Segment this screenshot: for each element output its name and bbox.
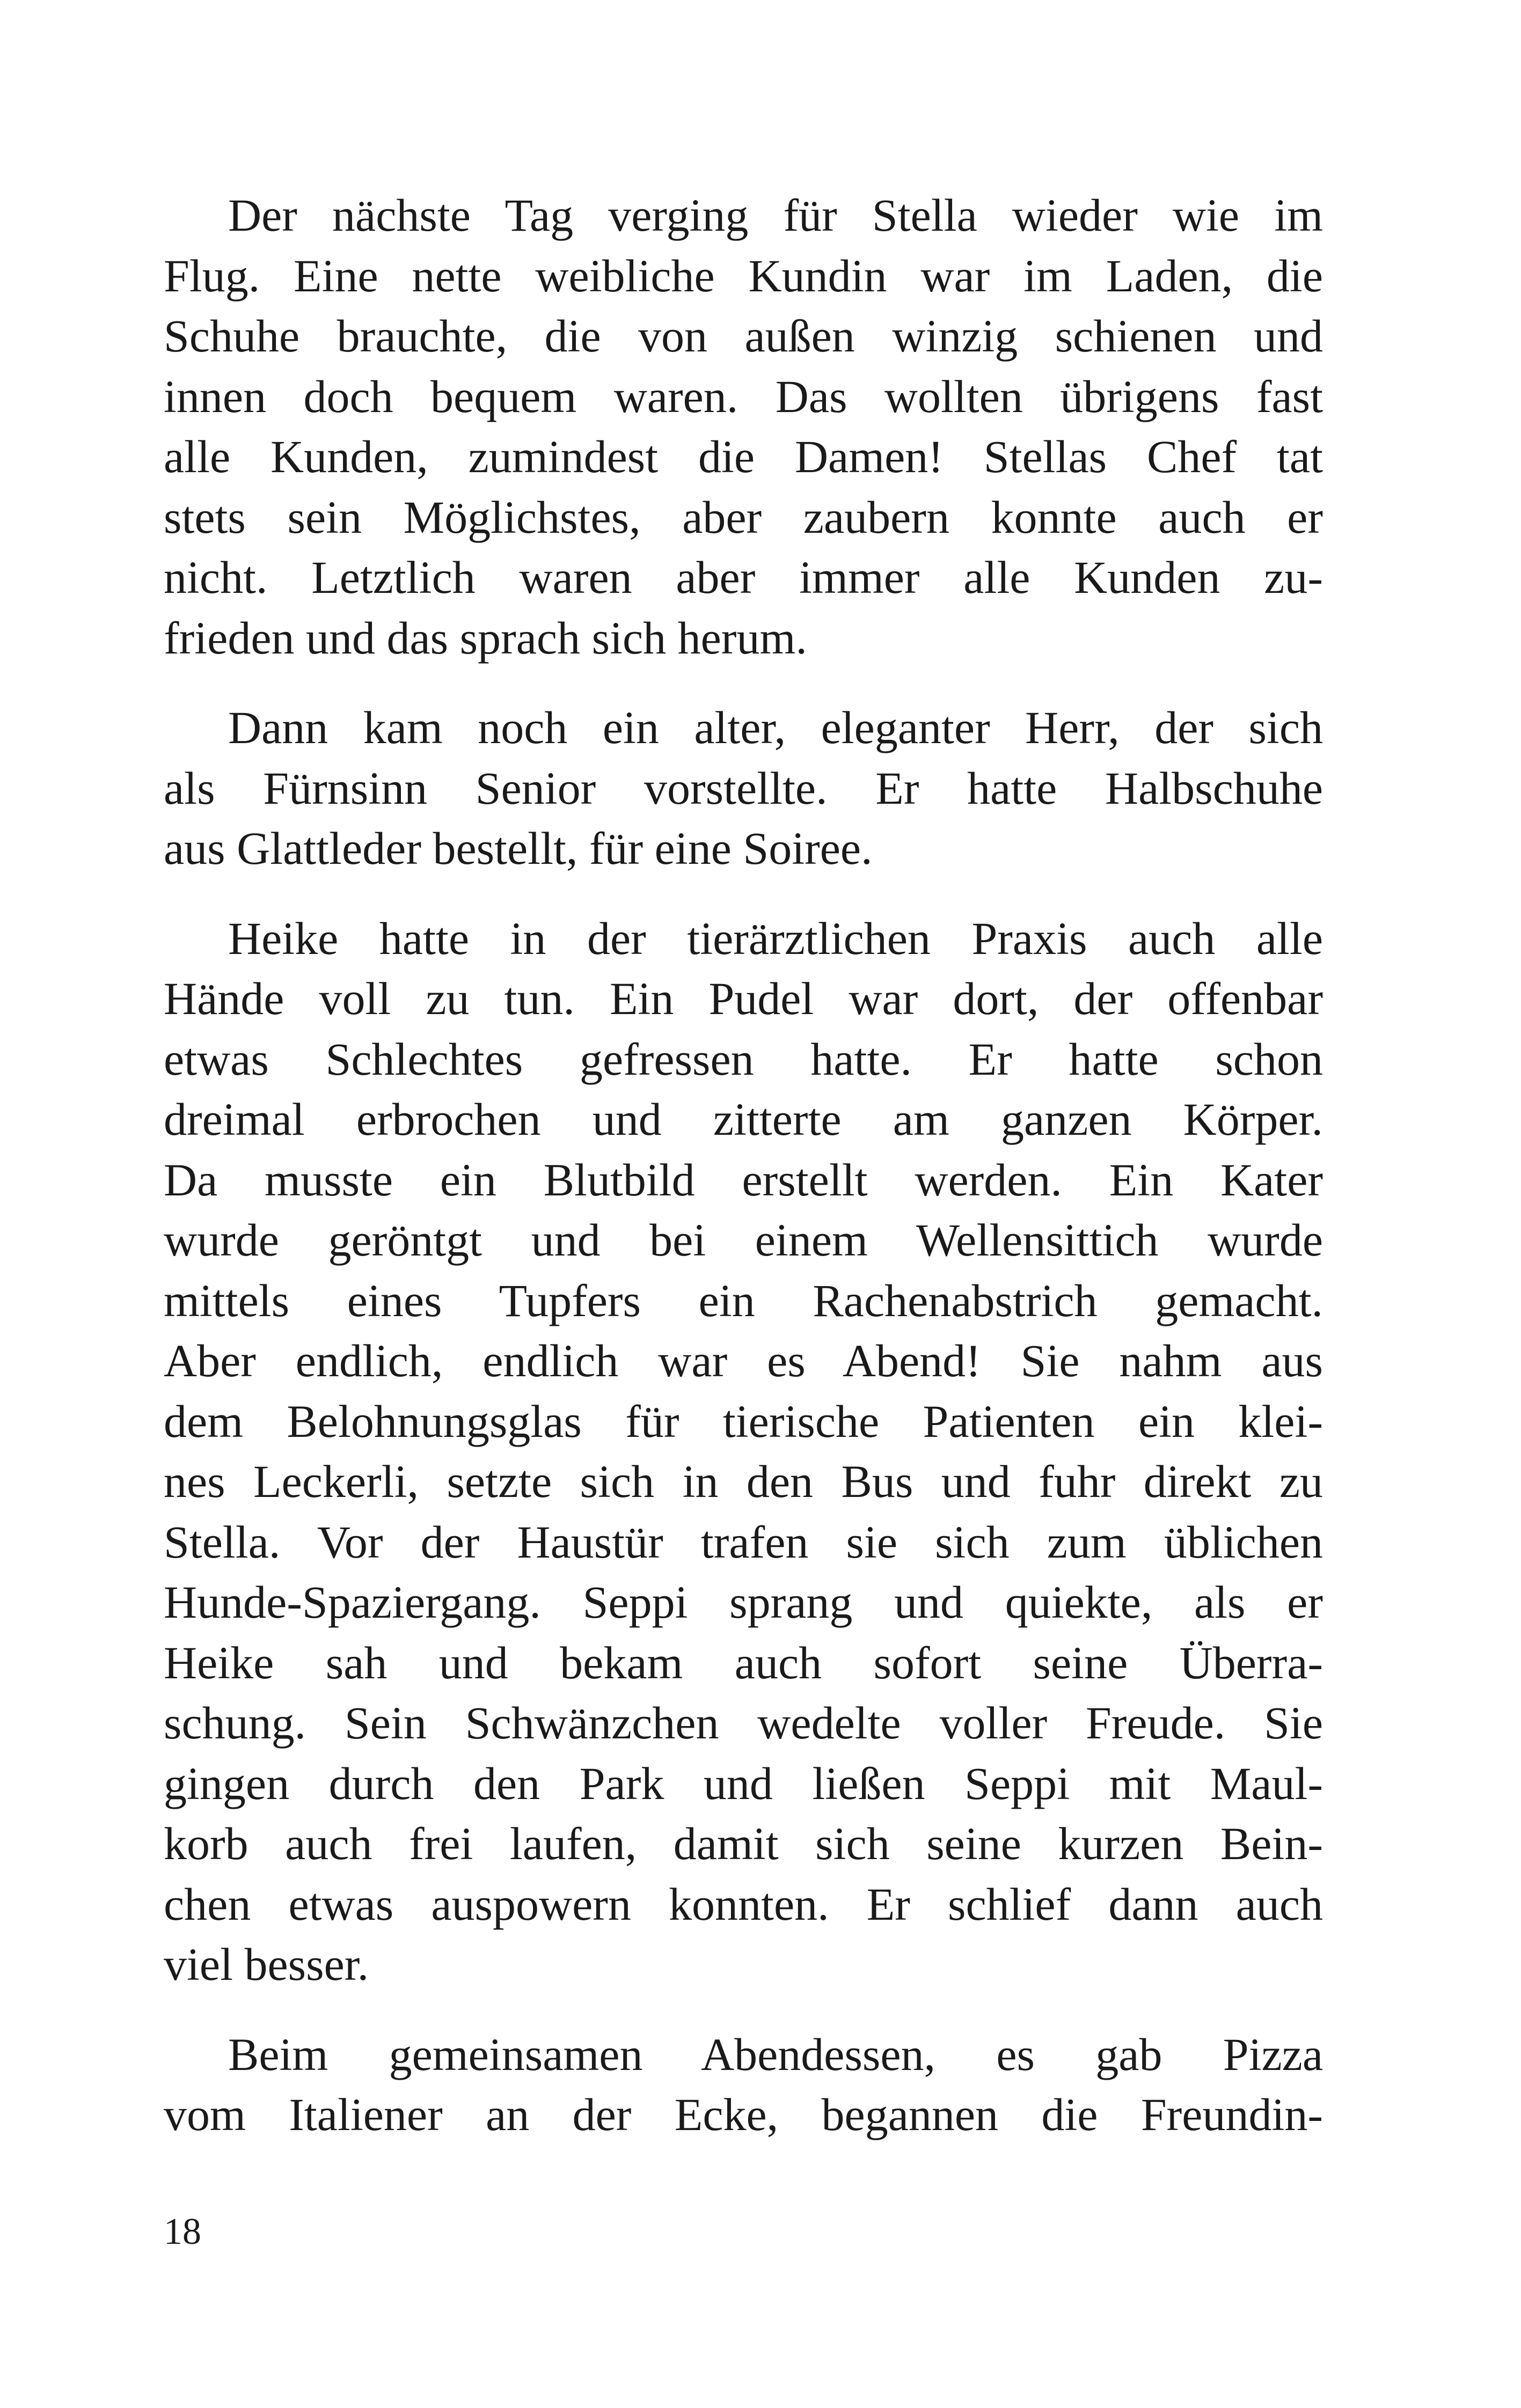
text-line: Dann kam noch ein alter, eleganter Herr, der sich	[228, 702, 1323, 753]
text-line: nes Leckerli, setzte sich in den Bus und fuhr direkt zu	[164, 1456, 1323, 1507]
text-line: Hände voll zu tun. Ein Pudel war dort, der offenbar	[164, 973, 1323, 1024]
text-line: Aber endlich, endlich war es Abend! Sie nahm aus	[164, 1335, 1323, 1386]
text-line: viel besser.	[164, 1939, 369, 1990]
text-line: vom Italiener an der Ecke, begannen die Freundin-	[164, 2089, 1323, 2140]
paragraph-4	[164, 2024, 1323, 2145]
text-line: Schuhe brauchte, die von außen winzig schienen und	[164, 310, 1323, 362]
text-line: stets sein Möglichstes, aber zaubern konnte auch er	[164, 491, 1323, 543]
text-line: Heike hatte in der tierärztlichen Praxis auch alle	[228, 912, 1323, 964]
text-line: innen doch bequem waren. Das wollten übrigens fast	[164, 370, 1323, 422]
text-line: etwas Schlechtes gefressen hatte. Er hatte schon	[164, 1033, 1323, 1085]
text-line: mittels eines Tupfers ein Rachenabstrich gemacht.	[164, 1274, 1323, 1326]
text-line: aus Glattleder bestellt, für eine Soiree.	[164, 823, 873, 874]
text-line: wurde geröntgt und bei einem Wellensittich wurde	[164, 1214, 1323, 1266]
text-line: korb auch frei laufen, damit sich seine kurzen Bein-	[164, 1818, 1323, 1869]
text-line: Stella. Vor der Haustür trafen sie sich zum üblichen	[164, 1516, 1323, 1568]
paragraph-3	[164, 908, 1323, 1995]
text-line: Flug. Eine nette weibliche Kundin war im Laden, die	[164, 249, 1323, 302]
text-line: frieden und das sprach sich herum.	[164, 612, 807, 664]
text-line: chen etwas auspowern konnten. Er schlief dann auch	[164, 1878, 1323, 1930]
text-line: dreimal erbrochen und zitterte am ganzen Körper.	[164, 1093, 1323, 1145]
text-line: Hunde-Spaziergang. Seppi sprang und quiekte, als er	[164, 1576, 1323, 1628]
body-text	[164, 185, 1323, 2175]
text-line: alle Kunden, zumindest die Damen! Stellas Chef tat	[164, 431, 1323, 482]
paragraph-2	[164, 698, 1323, 879]
page-number: 18	[164, 2211, 201, 2252]
text-line: dem Belohnungsglas für tierische Patienten ein klei-	[164, 1395, 1323, 1447]
text-line: gingen durch den Park und ließen Seppi mit Maul-	[164, 1757, 1323, 1809]
text-line: Beim gemeinsamen Abendessen, es gab Pizza	[228, 2028, 1323, 2080]
text-line: Der nächste Tag verging für Stella wieder wie im	[228, 189, 1323, 241]
text-line: Da musste ein Blutbild erstellt werden. Ein Kater	[164, 1154, 1323, 1206]
text-line: Heike sah und bekam auch sofort seine Überra-	[164, 1636, 1323, 1688]
text-line: schung. Sein Schwänzchen wedelte voller Freude. Sie	[164, 1697, 1323, 1749]
text-line: als Fürnsinn Senior vorstellte. Er hatte Halbschuhe	[164, 762, 1323, 814]
text-line: nicht. Letztlich waren aber immer alle Kunden zu-	[164, 552, 1323, 603]
paragraph-1	[164, 185, 1323, 668]
